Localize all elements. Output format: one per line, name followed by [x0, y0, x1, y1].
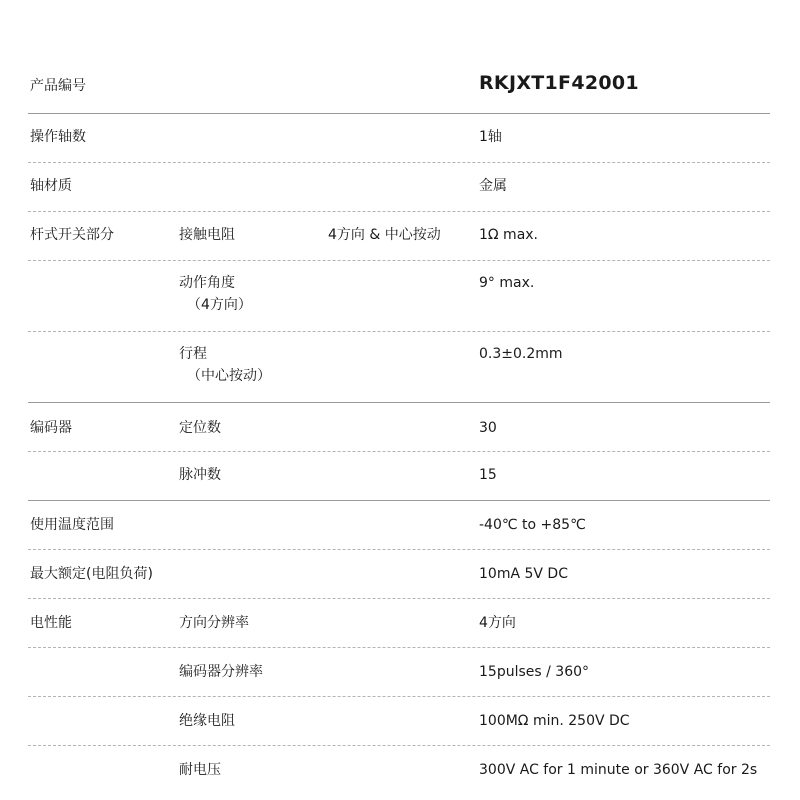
row-value: 30 — [479, 420, 497, 436]
product-code-value: RKJXT1F42001 — [479, 72, 639, 94]
row-value: 300V AC for 1 minute or 360V AC for 2s — [479, 762, 758, 778]
row-value: 9° max. — [479, 275, 535, 291]
spec-row-insulation-resistance — [28, 697, 770, 746]
spec-row-dielectric-strength — [28, 746, 770, 795]
spec-row-travel — [28, 332, 770, 403]
spec-row-contact-resistance — [28, 212, 770, 261]
group-label: 电性能 — [30, 615, 72, 631]
row-label: 使用温度范围 — [30, 517, 114, 533]
row-sublabel-note: （中心按动） — [187, 368, 271, 384]
row-value: 100MΩ min. 250V DC — [479, 713, 630, 729]
spec-row-product-code — [28, 60, 770, 114]
spec-table — [28, 60, 770, 795]
row-value: 10mA 5V DC — [479, 566, 568, 582]
row-label: 最大额定(电阻负荷) — [30, 566, 153, 582]
row-sublabel: 绝缘电阻 — [179, 713, 235, 729]
row-label: 操作轴数 — [30, 129, 86, 145]
group-label: 杆式开关部分 — [30, 227, 114, 243]
row-value: 15 — [479, 467, 497, 483]
row-sublabel: 动作角度 — [179, 275, 235, 291]
product-code-label: 产品编号 — [30, 78, 86, 94]
row-value: 1轴 — [479, 129, 502, 145]
spec-row-operating-temperature — [28, 501, 770, 550]
spec-row-encoder-resolution — [28, 648, 770, 697]
spec-row-operating-angle — [28, 261, 770, 332]
row-sublabel: 耐电压 — [179, 762, 221, 778]
spec-row-direction-resolution — [28, 599, 770, 648]
row-sublabel: 行程 — [179, 346, 207, 362]
row-value: 4方向 — [479, 615, 516, 631]
row-sublabel: 方向分辨率 — [179, 615, 249, 631]
row-sublabel: 脉冲数 — [179, 467, 221, 483]
row-value: -40℃ to +85℃ — [479, 517, 586, 533]
row-value: 0.3±0.2mm — [479, 346, 563, 362]
row-label: 轴材质 — [30, 178, 72, 194]
row-condition: 4方向 & 中心按动 — [328, 227, 441, 243]
row-value: 15pulses / 360° — [479, 664, 590, 680]
group-label: 编码器 — [30, 420, 72, 436]
spec-row-detents — [28, 403, 770, 452]
spec-row-axis-count — [28, 114, 770, 163]
spec-row-shaft-material — [28, 163, 770, 212]
row-sublabel-note: （4方向） — [187, 297, 252, 313]
row-value: 金属 — [479, 178, 507, 194]
row-sublabel-group — [179, 343, 271, 387]
row-sublabel: 接触电阻 — [179, 227, 235, 243]
spec-row-max-rating — [28, 550, 770, 599]
row-value: 1Ω max. — [479, 227, 539, 243]
row-sublabel-group — [179, 272, 252, 316]
spec-row-pulses — [28, 452, 770, 501]
row-sublabel: 定位数 — [179, 420, 221, 436]
row-sublabel: 编码器分辨率 — [179, 664, 263, 680]
